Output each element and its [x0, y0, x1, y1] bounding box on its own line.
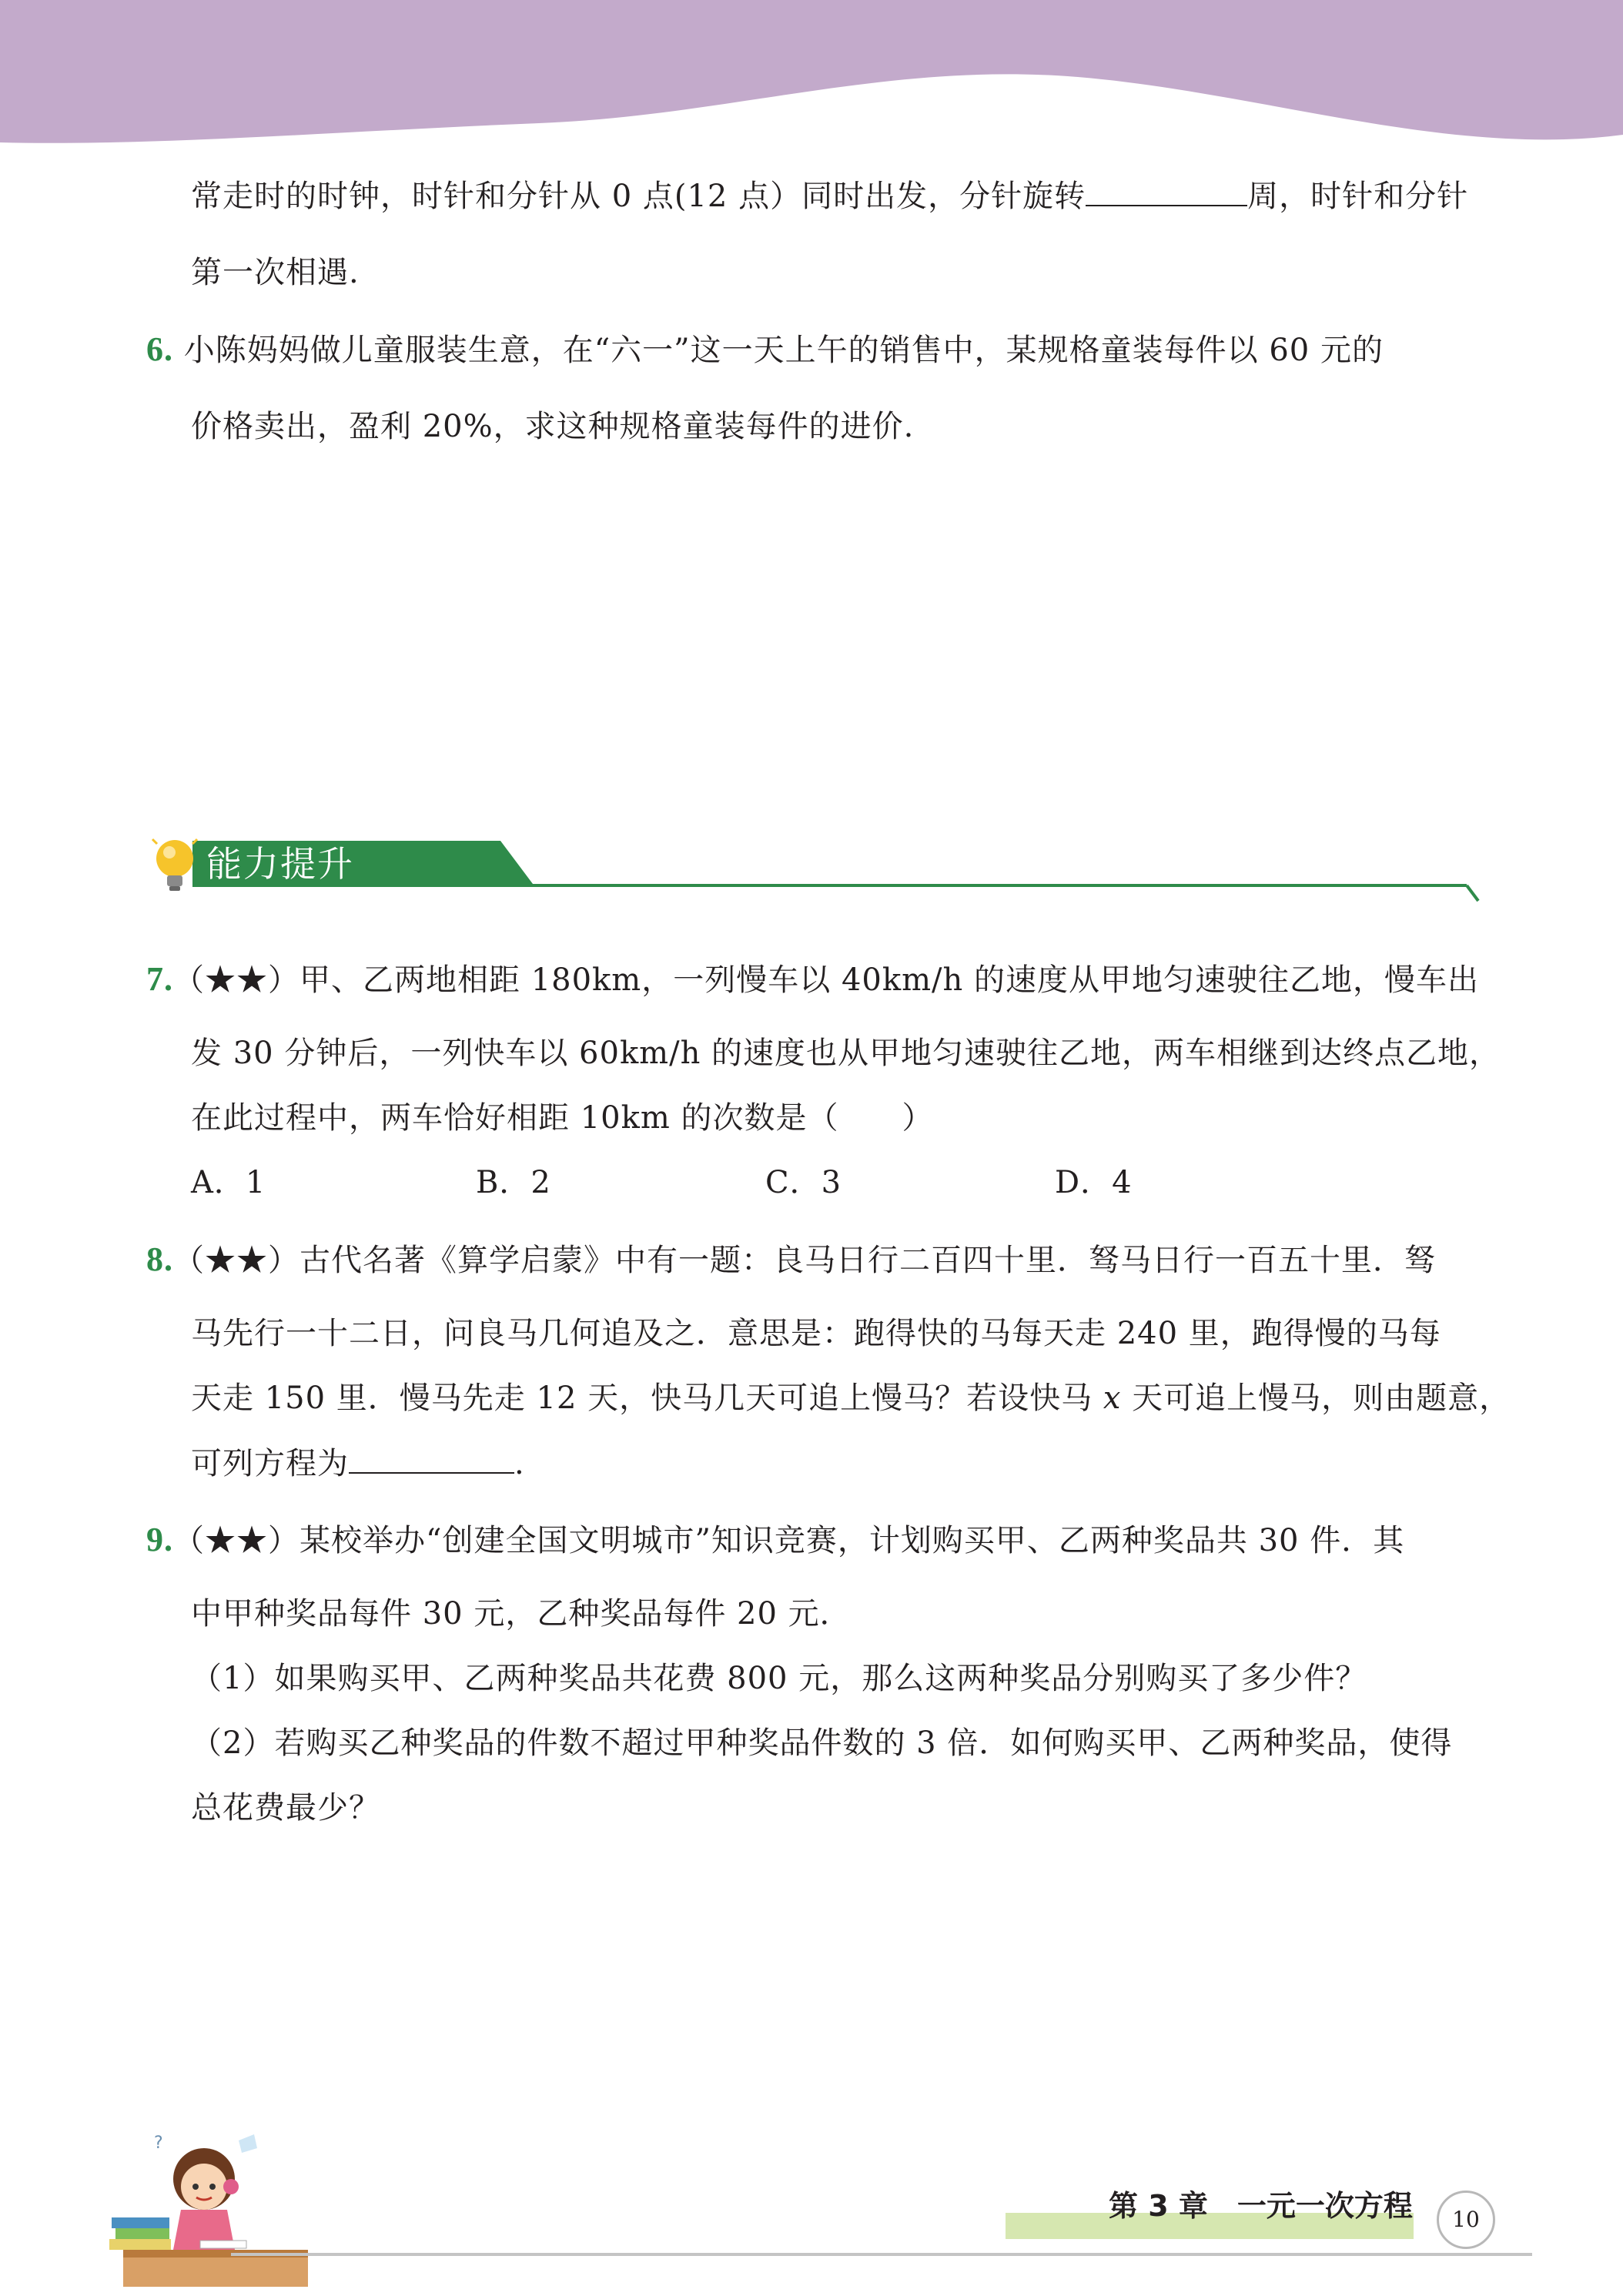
- q8-text-3a: 天走 150 里．慢马先走 12 天，快马几天可追上慢马？若设快马: [191, 1381, 1103, 1416]
- q8-line-4: [191, 1441, 525, 1485]
- q7-option-a[interactable]: A．1: [191, 1165, 266, 1200]
- svg-text:?: ?: [154, 2134, 163, 2153]
- q7-line-1: [146, 958, 1479, 1002]
- q9-sub-2-line-2: 总花费最少？: [191, 1790, 380, 1826]
- q8-text-3b: 天可追上慢马，则由题意，: [1121, 1381, 1511, 1416]
- q9-sub-2-line-1: （2）若购买乙种奖品的件数不超过甲种奖品件数的 3 倍．如何购买甲、乙两种奖品，使得: [191, 1725, 1453, 1761]
- q7-option-c[interactable]: C．3: [765, 1165, 842, 1200]
- q8-variable-x: x: [1103, 1381, 1122, 1416]
- q9-line-1: [146, 1518, 1404, 1562]
- q8-line-3: [191, 1377, 1511, 1420]
- q7-option-b[interactable]: B．2: [476, 1165, 551, 1200]
- q9-number: 9.: [146, 1521, 173, 1558]
- q7-text-1: （★★）甲、乙两地相距 180km，一列慢车以 40km/h 的速度从甲地匀速驶往乙地，慢车出: [173, 962, 1479, 998]
- q8-answer-blank[interactable]: [349, 1441, 514, 1474]
- q6-number: 6.: [146, 330, 173, 368]
- q7-line-2: 发 30 分钟后，一列快车以 60km/h 的速度也从甲地匀速驶往乙地，两车相继到达终点乙地，: [191, 1036, 1501, 1071]
- q8-number: 8.: [146, 1240, 173, 1278]
- q8-line-2: 马先行一十二日，问良马几何追及之．意思是：跑得快的马每天走 240 里，跑得慢的马每: [191, 1316, 1441, 1351]
- chapter-title: 第 3 章 一元一次方程: [1109, 2189, 1413, 2223]
- q6-line-1: [146, 328, 1384, 372]
- q7-line-3: 在此过程中，两车恰好相距 10km 的次数是（ ）: [191, 1100, 934, 1136]
- q5-text-a: 常走时的时钟，时针和分针从 0 点(12 点）同时出发，分针旋转: [191, 179, 1086, 214]
- footer-rule: [231, 2253, 1532, 2256]
- q5-line-2: 第一次相遇.: [191, 255, 360, 290]
- lightbulb-icon: [148, 832, 202, 901]
- q9-sub-1: （1）如果购买甲、乙两种奖品共花费 800 元，那么这两种奖品分别购买了多少件？: [191, 1661, 1367, 1696]
- q6-text-1: 小陈妈妈做儿童服装生意，在“六一”这一天上午的销售中，某规格童装每件以 60 元的: [183, 333, 1384, 368]
- q5-answer-blank[interactable]: [1086, 174, 1247, 206]
- q8-text-4a: 可列方程为: [191, 1446, 349, 1481]
- header-wave: [0, 0, 1623, 154]
- student-illustration: [108, 2125, 323, 2294]
- q7-number: 7.: [146, 960, 173, 998]
- q8-text-4b: .: [514, 1446, 525, 1481]
- q5-line-1: [191, 174, 1468, 218]
- q9-line-2: 中甲种奖品每件 30 元，乙种奖品每件 20 元．: [191, 1596, 852, 1632]
- q8-line-1: [146, 1238, 1436, 1282]
- q6-line-2: 价格卖出，盈利 20%，求这种规格童装每件的进价.: [191, 409, 915, 444]
- section-title: 能力提升: [206, 843, 354, 885]
- page-number: 10: [1437, 2191, 1495, 2249]
- q7-option-d[interactable]: D．4: [1055, 1165, 1133, 1200]
- q9-text-1: （★★）某校举办“创建全国文明城市”知识竞赛，计划购买甲、乙两种奖品共 30 件．其: [173, 1523, 1405, 1558]
- q8-text-1: （★★）古代名著《算学启蒙》中有一题：良马日行二百四十里．驽马日行一百五十里．驽: [173, 1243, 1436, 1278]
- q5-text-b: 周，时针和分针: [1247, 179, 1469, 214]
